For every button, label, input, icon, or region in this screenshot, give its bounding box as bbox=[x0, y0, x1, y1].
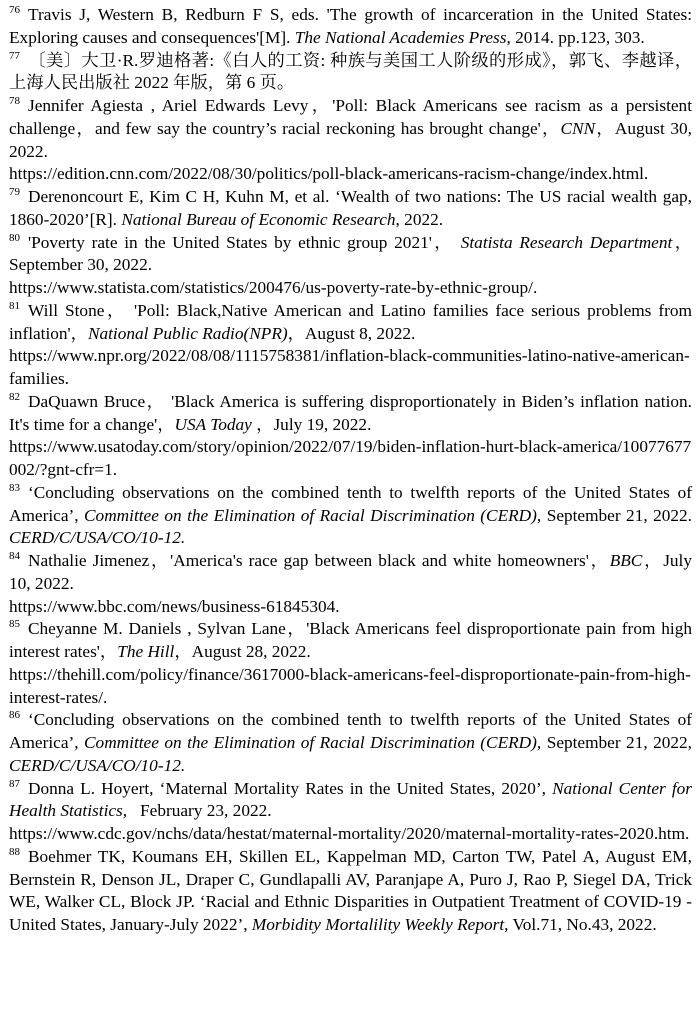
footnote-text: ，August 8, 2022. bbox=[287, 323, 416, 343]
footnote-text: Derenoncourt E, Kim C H, Kuhn M, et al. ‘Wealth of two nations: The US racial wealth gap, 1860-2020’[R]. bbox=[9, 187, 692, 229]
footnote-text: National Bureau of Economic Research bbox=[121, 209, 396, 229]
footnote-text: , 2022. bbox=[395, 209, 444, 229]
footnote-text: National Public Radio(NPR) bbox=[87, 323, 288, 343]
footnote-text: February 23, 2022. bbox=[127, 801, 272, 821]
footnote-url-text: https://thehill.com/policy/finance/3617000-black-americans-feel-disproportionate-pain-from-high-interest-rates/. bbox=[9, 664, 691, 707]
footnote-text: ，August 28, 2022. bbox=[174, 642, 311, 661]
footnote-text: 〔美〕大卫·R.罗迪格著:《白人的工资: 种族与美国工人阶级的形成》，郭飞、李越译，上海人民出版社 2022 年版，第 6 页。 bbox=[9, 50, 692, 93]
footnote-85 bbox=[9, 618, 692, 709]
footnote-url-text: https://www.cdc.gov/nchs/data/hestat/maternal-mortality/2020/maternal-mortality-rates-2020.htm. bbox=[9, 824, 690, 843]
footnote-88 bbox=[9, 846, 692, 937]
footnote-url-text: https://www.usatoday.com/story/opinion/2022/07/19/biden-inflation-hurt-black-america/10077677002/?gnt-cfr=1. bbox=[9, 437, 692, 479]
footnote-text: Morbidity Mortalility Weekly Report, bbox=[251, 915, 509, 934]
footnote-number: 76 bbox=[9, 4, 20, 17]
footnote-text: The National Academies Press bbox=[294, 27, 507, 47]
footnote-number: 84 bbox=[9, 550, 20, 563]
footnote-text: USA Today bbox=[174, 414, 252, 434]
footnote-url-text: https://www.statista.com/statistics/200476/us-poverty-rate-by-ethnic-group/. bbox=[9, 278, 538, 297]
footnote-list bbox=[9, 4, 692, 937]
footnote-text: The Hill bbox=[117, 642, 175, 661]
footnote-url-text: https://www.bbc.com/news/business-61845304. bbox=[9, 596, 340, 616]
footnote-number: 77 bbox=[9, 49, 20, 62]
footnote-text: National Center for Health Statistics, bbox=[9, 778, 692, 821]
footnote-text: BBC bbox=[609, 551, 643, 570]
footnote-number: 87 bbox=[9, 777, 20, 790]
footnote-79 bbox=[9, 186, 692, 232]
footnote-text: CERD/C/USA/CO/10-12. bbox=[9, 528, 186, 548]
footnote-text: 'Poverty rate in the United States by ethnic group 2021'， bbox=[28, 232, 461, 252]
footnote-text: DaQuawn Bruce， 'Black America is suffering disproportionately in Biden’s inflation nation. It's time for a change'， bbox=[9, 391, 692, 434]
footnote-text: ，July 19, 2022. bbox=[251, 414, 372, 434]
footnote-84 bbox=[9, 550, 692, 618]
footnote-text: Boehmer TK, Koumans EH, Skillen EL, Kappelman MD, Carton TW, Patel A, August EM, Bernstein R, Denson JL, Draper C, Gundlapalli AV, Paranjape A, Puro J, Rao P, Siegel DA, Trick WE, Walker CL, Block JP. ‘Racial and Ethnic Disparities in Outpatient Treatment of COVID-19 - United States, January-July 2022’, bbox=[9, 846, 692, 934]
footnote-number: 81 bbox=[9, 299, 20, 312]
footnote-text: Donna L. Hoyert, ‘Maternal Mortality Rates in the United States, 2020’, bbox=[28, 778, 553, 798]
footnote-text: CERD/C/USA/CO/10-12. bbox=[9, 755, 186, 775]
footnote-number: 78 bbox=[9, 95, 20, 108]
footnote-text: , 2014. pp.123, 303. bbox=[506, 27, 645, 47]
footnote-83 bbox=[9, 482, 692, 550]
footnote-number: 80 bbox=[9, 231, 20, 244]
footnote-text: September 21, 2022. bbox=[541, 505, 693, 525]
footnote-number: 86 bbox=[9, 709, 20, 722]
footnote-87 bbox=[9, 778, 692, 846]
footnote-number: 82 bbox=[9, 390, 20, 403]
footnote-text: ，August 30, 2022. bbox=[9, 118, 693, 161]
footnote-78 bbox=[9, 95, 692, 186]
footnote-82 bbox=[9, 391, 692, 482]
footnote-text: Committee on the Elimination of Racial Discrimination (CERD), bbox=[84, 505, 542, 525]
footnote-text: ，July 10, 2022. bbox=[9, 551, 692, 593]
footnote-text: September 21, 2022, bbox=[541, 733, 693, 752]
footnote-number: 83 bbox=[9, 481, 20, 494]
footnote-text: Statista Research Department bbox=[460, 232, 673, 252]
footnote-text: Jennifer Agiesta , Ariel Edwards Levy，'Poll: Black Americans see racism as a persistent challenge，and few say the country’s racial reckoning has brought change'， bbox=[9, 96, 692, 138]
footnote-number: 85 bbox=[9, 618, 20, 631]
footnote-text: Nathalie Jimenez，'America's race gap between black and white homeowners'， bbox=[28, 551, 610, 570]
footnote-number: 79 bbox=[9, 186, 20, 199]
footnote-number: 88 bbox=[9, 845, 20, 858]
footnote-77 bbox=[9, 50, 692, 96]
footnote-80 bbox=[9, 232, 692, 300]
footnote-text: CNN bbox=[560, 118, 596, 138]
footnote-76 bbox=[9, 4, 692, 50]
footnote-text: ‘Concluding observations on the combined tenth to twelfth reports of the United States of America’, bbox=[9, 710, 692, 752]
footnote-text: Travis J, Western B, Redburn F S, eds. 'The growth of incarceration in the United States: Exploring causes and consequences'[M]. bbox=[9, 5, 692, 47]
footnote-text: Committee on the Elimination of Racial Discrimination (CERD), bbox=[84, 733, 542, 752]
footnote-url-text: https://edition.cnn.com/2022/08/30/politics/poll-black-americans-racism-change/index.html. bbox=[9, 164, 649, 184]
footnote-text: Cheyanne M. Daniels , Sylvan Lane，'Black Americans feel disproportionate pain from high interest rates'， bbox=[9, 619, 692, 661]
footnote-text: ，September 30, 2022. bbox=[9, 232, 693, 275]
footnote-text: ‘Concluding observations on the combined tenth to twelfth reports of the United States of America’, bbox=[9, 482, 692, 525]
footnote-text: Will Stone， 'Poll: Black,Native American and Latino families face serious problems from inflation'， bbox=[9, 300, 692, 343]
footnote-86 bbox=[9, 709, 692, 777]
footnote-text: Vol.71, No.43, 2022. bbox=[508, 915, 657, 934]
footnote-81 bbox=[9, 300, 692, 391]
footnote-url-text: https://www.npr.org/2022/08/08/1115758381/inflation-black-communities-latino-native-american-families. bbox=[9, 346, 690, 388]
